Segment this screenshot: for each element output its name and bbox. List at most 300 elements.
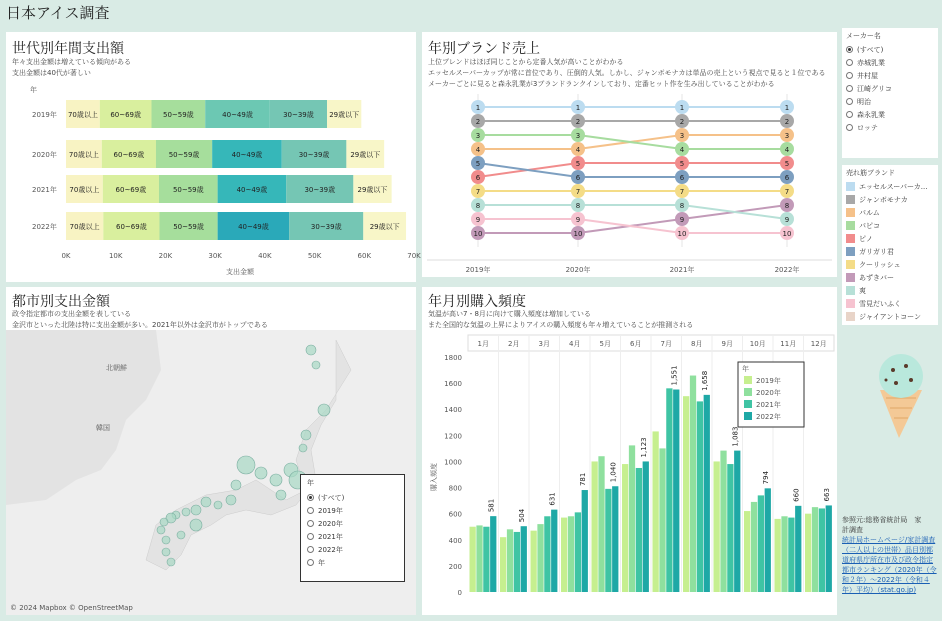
x-tick-label: 50K bbox=[307, 252, 322, 260]
brand-legend-item[interactable] bbox=[846, 297, 934, 310]
maker-option-label: 赤城乳業 bbox=[857, 58, 885, 67]
month-bar[interactable] bbox=[470, 527, 476, 592]
legend-label: パピコ bbox=[859, 221, 880, 230]
city-marker[interactable] bbox=[255, 467, 267, 479]
year-legend-title: 年 bbox=[742, 365, 749, 373]
x-tick-label: 30K bbox=[208, 252, 222, 260]
year-tick: 2022年 bbox=[774, 266, 800, 274]
rank-label: 9 bbox=[679, 216, 685, 224]
radio-icon bbox=[307, 507, 314, 514]
year-option[interactable] bbox=[307, 530, 398, 543]
x-tick-label: 70K bbox=[407, 252, 421, 260]
year-option-label: 2020年 bbox=[318, 519, 343, 528]
rank-label: 3 bbox=[679, 132, 685, 140]
month-bar[interactable] bbox=[673, 390, 679, 592]
city-marker[interactable] bbox=[182, 508, 190, 516]
brand-legend bbox=[842, 165, 938, 325]
brand-legend-title: 売れ筋ブランド bbox=[846, 169, 895, 177]
city-title: 都市別支出金額 bbox=[12, 294, 110, 310]
year-header: 年 bbox=[30, 86, 37, 94]
radio-icon bbox=[307, 546, 314, 553]
month-bar[interactable] bbox=[476, 525, 482, 592]
month-bar[interactable] bbox=[704, 395, 710, 592]
rank-label: 3 bbox=[575, 132, 581, 140]
legend-label: ジャンボモナカ bbox=[859, 195, 908, 204]
monthly-panel bbox=[422, 287, 837, 615]
month-bar[interactable] bbox=[507, 529, 513, 592]
rank-label: 7 bbox=[679, 188, 685, 196]
rank-label: 2 bbox=[575, 118, 581, 126]
segment-label: 50~59歳 bbox=[173, 223, 204, 231]
radio-icon bbox=[846, 111, 853, 118]
brand-desc-3: メーカーごとに見ると森永乳業が3ブランドランクインしており、定番ヒット作を生み出していることがわかる bbox=[428, 80, 775, 88]
month-bar[interactable] bbox=[788, 518, 794, 592]
month-bar[interactable] bbox=[629, 445, 635, 592]
y-axis-title: 購入頻度 bbox=[430, 463, 438, 491]
source-line-2: 計調査 bbox=[842, 526, 863, 534]
rank-label: 8 bbox=[784, 202, 790, 210]
month-bar[interactable] bbox=[551, 510, 557, 592]
brand-bump-chart[interactable] bbox=[422, 32, 837, 277]
city-marker[interactable] bbox=[312, 361, 320, 369]
brand-panel bbox=[422, 32, 837, 277]
month-bar[interactable] bbox=[795, 506, 801, 592]
month-label: 9月 bbox=[721, 340, 733, 348]
rank-label: 7 bbox=[784, 188, 790, 196]
month-bar[interactable] bbox=[690, 376, 696, 592]
year-option[interactable] bbox=[307, 517, 398, 530]
brand-legend-item[interactable] bbox=[846, 245, 934, 258]
legend-swatch bbox=[846, 260, 855, 269]
city-desc-2: 金沢市といった北陸は特に支出金額が多い。2021年以外は金沢市がトップである bbox=[12, 321, 268, 329]
y-tick-label: 600 bbox=[448, 510, 462, 519]
segment-label: 50~59歳 bbox=[172, 186, 204, 194]
bar-value-label: 660 bbox=[792, 488, 801, 502]
city-marker[interactable] bbox=[162, 536, 170, 544]
segment-label: 29歳以下 bbox=[350, 151, 381, 159]
month-bar[interactable] bbox=[819, 508, 825, 592]
month-bar[interactable] bbox=[775, 519, 781, 592]
segment-label: 70歳以上 bbox=[69, 186, 100, 194]
month-label: 5月 bbox=[599, 340, 611, 348]
generation-panel bbox=[6, 32, 421, 282]
rank-label: 8 bbox=[679, 202, 685, 210]
rank-label: 1 bbox=[784, 104, 790, 112]
segment-label: 30~39歳 bbox=[298, 151, 330, 159]
rank-label: 5 bbox=[679, 160, 685, 168]
bar-value-label: 504 bbox=[518, 508, 527, 523]
month-bar[interactable] bbox=[612, 486, 618, 592]
bar-value-label: 1,658 bbox=[701, 370, 710, 391]
rank-label: 4 bbox=[784, 146, 790, 154]
monthly-title: 年月別購入頻度 bbox=[428, 294, 526, 310]
month-label: 1月 bbox=[477, 340, 489, 348]
bar-value-label: 631 bbox=[548, 492, 557, 506]
rank-label: 2 bbox=[475, 118, 481, 126]
source-line-1: 参照元:総務省統計局 家 bbox=[842, 516, 922, 524]
legend-swatch[interactable] bbox=[744, 388, 752, 396]
legend-swatch bbox=[846, 195, 855, 204]
rank-label: 6 bbox=[575, 174, 581, 182]
map-attribution: © 2024 Mapbox © OpenStreetMap bbox=[10, 604, 133, 612]
year-option-label: 2021年 bbox=[318, 532, 343, 541]
segment-label: 60~69歳 bbox=[113, 151, 145, 159]
city-marker[interactable] bbox=[306, 345, 316, 355]
rank-label: 10 bbox=[573, 230, 583, 238]
rank-label: 6 bbox=[784, 174, 790, 182]
month-bar[interactable] bbox=[514, 532, 520, 592]
city-desc-1: 政令指定都市の支出金額を表している bbox=[12, 310, 131, 318]
maker-option[interactable] bbox=[846, 121, 934, 134]
y-tick-label: 1200 bbox=[444, 432, 462, 441]
legend-swatch[interactable] bbox=[744, 400, 752, 408]
legend-label: ピノ bbox=[859, 234, 873, 243]
maker-option[interactable] bbox=[846, 69, 934, 82]
radio-icon bbox=[846, 46, 853, 53]
month-bar[interactable] bbox=[659, 448, 665, 592]
x-tick-label: 0K bbox=[61, 252, 71, 260]
segment-label: 30~39歳 bbox=[304, 186, 336, 194]
legend-label: ガリガリ君 bbox=[859, 247, 894, 256]
month-label: 12月 bbox=[810, 340, 827, 348]
maker-option[interactable] bbox=[846, 43, 934, 56]
x-tick-label: 60K bbox=[357, 252, 372, 260]
year-option-label: 年 bbox=[318, 558, 325, 567]
ice-cream-illustration bbox=[866, 350, 936, 440]
month-label: 2月 bbox=[508, 340, 520, 348]
maker-option-label: 江崎グリコ bbox=[857, 84, 892, 93]
month-label: 7月 bbox=[660, 340, 672, 348]
brand-legend-item[interactable] bbox=[846, 284, 934, 297]
segment-label: 30~39歳 bbox=[283, 111, 314, 119]
source-block bbox=[842, 515, 938, 595]
y-tick-label: 1000 bbox=[444, 458, 462, 467]
radio-icon bbox=[307, 520, 314, 527]
brand-legend-item[interactable] bbox=[846, 193, 934, 206]
x-tick-label: 40K bbox=[258, 252, 272, 260]
segment-label: 29歳以下 bbox=[357, 186, 388, 194]
maker-option-label: 井村屋 bbox=[857, 71, 878, 80]
radio-icon bbox=[307, 494, 314, 501]
month-bar[interactable] bbox=[537, 524, 543, 592]
rank-label: 4 bbox=[475, 146, 481, 154]
maker-filter-title: メーカー名 bbox=[846, 32, 881, 40]
month-label: 4月 bbox=[569, 340, 581, 348]
city-marker[interactable] bbox=[231, 480, 241, 490]
legend-swatch bbox=[846, 182, 855, 191]
segment-label: 29歳以下 bbox=[329, 111, 360, 119]
y-tick-label: 1400 bbox=[444, 406, 462, 415]
legend-swatch bbox=[846, 208, 855, 217]
month-bar[interactable] bbox=[582, 490, 588, 592]
year-label: 2021年 bbox=[32, 186, 57, 194]
x-tick-label: 10K bbox=[108, 252, 123, 260]
rank-label: 2 bbox=[679, 118, 685, 126]
radio-icon bbox=[846, 72, 853, 79]
segment-label: 40~49歳 bbox=[238, 223, 269, 231]
legend-swatch bbox=[846, 234, 855, 243]
maker-option-label: 森永乳業 bbox=[857, 110, 885, 119]
year-option[interactable] bbox=[307, 556, 398, 569]
segment-label: 30~39歳 bbox=[310, 223, 342, 231]
year-filter-title: 年 bbox=[307, 479, 314, 487]
segment-label: 29歳以下 bbox=[369, 223, 400, 231]
segment-label: 70歳以上 bbox=[69, 223, 100, 231]
generation-title: 世代別年間支出額 bbox=[12, 41, 124, 57]
month-bar[interactable] bbox=[598, 456, 604, 592]
y-tick-label: 0 bbox=[457, 589, 462, 597]
year-filter bbox=[300, 474, 405, 582]
city-marker[interactable] bbox=[157, 526, 165, 534]
maker-option-label: 明治 bbox=[857, 97, 871, 106]
month-bar[interactable] bbox=[826, 505, 832, 592]
segment-label: 70歳以上 bbox=[68, 151, 99, 159]
bar-value-label: 794 bbox=[762, 470, 771, 485]
rank-label: 5 bbox=[784, 160, 790, 168]
rank-label: 1 bbox=[679, 104, 685, 112]
y-tick-label: 1800 bbox=[444, 354, 462, 362]
rank-label: 8 bbox=[575, 202, 581, 210]
generation-desc-2: 支出金額は40代が著しい bbox=[12, 69, 91, 77]
month-bar[interactable] bbox=[483, 527, 489, 592]
legend-label: あずきバー bbox=[859, 273, 894, 282]
rank-label: 7 bbox=[575, 188, 581, 196]
segment-label: 70歳以上 bbox=[67, 111, 98, 119]
legend-label: 2020年 bbox=[756, 389, 781, 397]
rank-label: 6 bbox=[679, 174, 685, 182]
segment-label: 60~69歳 bbox=[116, 223, 147, 231]
x-tick-label: 20K bbox=[158, 252, 173, 260]
rank-label: 2 bbox=[784, 118, 790, 126]
radio-icon bbox=[307, 559, 314, 566]
year-label: 2019年 bbox=[32, 111, 57, 119]
segment-label: 40~49歳 bbox=[231, 151, 263, 159]
month-bar[interactable] bbox=[643, 461, 649, 592]
month-bar[interactable] bbox=[683, 396, 689, 592]
rank-label: 9 bbox=[575, 216, 581, 224]
month-bar[interactable] bbox=[521, 526, 527, 592]
maker-option-label: (すべて) bbox=[857, 45, 884, 54]
bar-value-label: 781 bbox=[579, 472, 588, 487]
month-label: 11月 bbox=[780, 340, 797, 348]
month-bar[interactable] bbox=[666, 388, 672, 592]
month-label: 3月 bbox=[538, 340, 550, 348]
year-label: 2022年 bbox=[32, 223, 57, 231]
legend-swatch bbox=[846, 273, 855, 282]
year-option[interactable] bbox=[307, 543, 398, 556]
month-bar[interactable] bbox=[805, 514, 811, 592]
legend-label: クーリッシュ bbox=[859, 260, 901, 269]
segment-label: 40~49歳 bbox=[222, 111, 253, 119]
month-bar[interactable] bbox=[744, 511, 750, 592]
bar-value-label: 1,083 bbox=[731, 426, 740, 447]
maker-option-label: ロッテ bbox=[857, 123, 878, 132]
brand-legend-item[interactable] bbox=[846, 232, 934, 245]
maker-option[interactable] bbox=[846, 56, 934, 69]
rank-label: 3 bbox=[475, 132, 481, 140]
rank-label: 1 bbox=[575, 104, 581, 112]
month-label: 6月 bbox=[630, 340, 642, 348]
month-bar[interactable] bbox=[592, 461, 598, 592]
radio-icon bbox=[846, 85, 853, 92]
city-marker[interactable] bbox=[201, 497, 211, 507]
month-bar[interactable] bbox=[751, 502, 757, 592]
rank-label: 1 bbox=[475, 104, 481, 112]
brand-desc-1: 上位ブレンドはほぼ同じことから定番人気が高いことがわかる bbox=[428, 58, 624, 66]
radio-icon bbox=[307, 533, 314, 540]
rank-label: 4 bbox=[575, 146, 581, 154]
app-title: 日本アイス調査 bbox=[6, 4, 110, 22]
month-bar[interactable] bbox=[636, 468, 642, 592]
month-bar[interactable] bbox=[765, 488, 771, 592]
rank-label: 7 bbox=[475, 188, 481, 196]
year-label: 2020年 bbox=[32, 151, 57, 159]
legend-label: パルム bbox=[859, 208, 880, 217]
month-label: 8月 bbox=[691, 340, 703, 348]
month-bar[interactable] bbox=[490, 516, 496, 592]
year-option-label: 2022年 bbox=[318, 545, 343, 554]
legend-label: 2019年 bbox=[756, 377, 781, 385]
monthly-desc-2: また全国的な気温の上昇によりアイスの購入頻度も年々増えていることが推測される bbox=[428, 321, 694, 329]
year-tick: 2019年 bbox=[465, 266, 491, 274]
legend-swatch[interactable] bbox=[744, 412, 752, 420]
segment-label: 50~59歳 bbox=[168, 151, 200, 159]
bar-value-label: 1,123 bbox=[640, 437, 649, 458]
bump-line[interactable] bbox=[478, 163, 787, 177]
month-bar[interactable] bbox=[568, 516, 574, 592]
maker-option[interactable] bbox=[846, 108, 934, 121]
brand-legend-item[interactable] bbox=[846, 271, 934, 284]
y-tick-label: 400 bbox=[448, 536, 462, 545]
rank-label: 9 bbox=[475, 216, 481, 224]
x-axis-title: 支出金額 bbox=[226, 268, 254, 276]
bump-line[interactable] bbox=[478, 219, 787, 233]
year-option-label: (すべて) bbox=[318, 493, 345, 502]
maker-option[interactable] bbox=[846, 95, 934, 108]
month-bar[interactable] bbox=[531, 531, 537, 592]
radio-icon bbox=[846, 124, 853, 131]
month-bar[interactable] bbox=[561, 518, 567, 592]
month-bar[interactable] bbox=[714, 461, 720, 592]
city-marker[interactable] bbox=[299, 444, 307, 452]
bar-value-label: 663 bbox=[823, 488, 832, 502]
city-marker[interactable] bbox=[226, 495, 236, 505]
legend-label: 雪見だいふく bbox=[859, 299, 901, 308]
city-marker[interactable] bbox=[276, 490, 286, 500]
month-bar[interactable] bbox=[758, 495, 764, 592]
month-bar[interactable] bbox=[697, 401, 703, 592]
month-bar[interactable] bbox=[575, 512, 581, 592]
monthly-chart[interactable] bbox=[422, 287, 837, 615]
month-bar[interactable] bbox=[720, 451, 726, 592]
city-marker[interactable] bbox=[237, 456, 255, 474]
rank-label: 5 bbox=[575, 160, 581, 168]
brand-legend-item[interactable] bbox=[846, 206, 934, 219]
rank-label: 9 bbox=[784, 216, 790, 224]
y-tick-label: 1600 bbox=[444, 380, 462, 389]
legend-swatch[interactable] bbox=[744, 376, 752, 384]
year-option[interactable] bbox=[307, 504, 398, 517]
month-bar[interactable] bbox=[781, 516, 787, 592]
segment-label: 60~69歳 bbox=[115, 186, 147, 194]
brand-legend-item[interactable] bbox=[846, 180, 934, 193]
rank-label: 3 bbox=[784, 132, 790, 140]
segment-label: 60~69歳 bbox=[110, 111, 142, 119]
city-marker[interactable] bbox=[160, 518, 168, 526]
legend-label: 2021年 bbox=[756, 401, 781, 409]
city-marker[interactable] bbox=[177, 531, 185, 539]
bump-line[interactable] bbox=[478, 135, 787, 149]
year-tick: 2021年 bbox=[669, 266, 695, 274]
maker-filter bbox=[842, 28, 938, 158]
city-marker[interactable] bbox=[301, 430, 311, 440]
monthly-desc-1: 気温が高い7・8月に向けて購入頻度は増加している bbox=[428, 310, 591, 318]
bump-line[interactable] bbox=[478, 205, 787, 219]
city-marker[interactable] bbox=[162, 548, 170, 556]
brand-legend-item[interactable] bbox=[846, 258, 934, 271]
month-bar[interactable] bbox=[622, 464, 628, 592]
radio-icon bbox=[846, 59, 853, 66]
y-tick-label: 800 bbox=[448, 484, 462, 493]
legend-label: ジャイアントコーン bbox=[859, 312, 921, 321]
city-marker[interactable] bbox=[190, 519, 202, 531]
bar-value-label: 1,040 bbox=[609, 462, 618, 483]
rank-label: 10 bbox=[473, 230, 483, 238]
bar-value-label: 581 bbox=[487, 498, 496, 513]
month-bar[interactable] bbox=[544, 516, 550, 592]
generation-chart[interactable] bbox=[6, 32, 421, 282]
month-bar[interactable] bbox=[653, 431, 659, 592]
y-tick-label: 200 bbox=[448, 562, 462, 571]
map-label-north-korea: 北朝鮮 bbox=[106, 364, 127, 372]
rank-label: 10 bbox=[677, 230, 687, 238]
city-panel bbox=[6, 287, 416, 615]
rank-label: 5 bbox=[475, 160, 481, 168]
city-marker[interactable] bbox=[167, 558, 175, 566]
legend-swatch bbox=[846, 299, 855, 308]
month-bar[interactable] bbox=[500, 537, 506, 592]
month-bar[interactable] bbox=[605, 489, 611, 592]
city-marker[interactable] bbox=[270, 474, 282, 486]
legend-swatch bbox=[846, 221, 855, 230]
brand-legend-item[interactable] bbox=[846, 219, 934, 232]
city-marker[interactable] bbox=[214, 501, 222, 509]
legend-swatch bbox=[846, 312, 855, 321]
map-label-south-korea: 韓国 bbox=[96, 424, 110, 432]
year-option[interactable] bbox=[307, 491, 398, 504]
month-label: 10月 bbox=[749, 340, 766, 348]
brand-title: 年別ブランド売上 bbox=[428, 41, 540, 57]
rank-label: 10 bbox=[782, 230, 792, 238]
month-bar[interactable] bbox=[734, 451, 740, 592]
legend-label: 2022年 bbox=[756, 413, 781, 421]
month-bar[interactable] bbox=[812, 507, 818, 592]
source-link[interactable]: 統計局ホームページ/家計調査（二人以上の世帯）品目別都道府県庁所在市及び政令指定都市ランキング（2020年（令和２年）～2022年（令和４年）平均）（stat.go.jp) bbox=[842, 536, 937, 594]
legend-label: 爽 bbox=[859, 286, 866, 295]
legend-swatch bbox=[846, 286, 855, 295]
city-marker[interactable] bbox=[191, 505, 201, 515]
legend-swatch bbox=[846, 247, 855, 256]
legend-label: エッセルスーパーカ... bbox=[859, 182, 928, 191]
brand-legend-item[interactable] bbox=[846, 310, 934, 323]
city-marker[interactable] bbox=[318, 404, 330, 416]
maker-option[interactable] bbox=[846, 82, 934, 95]
month-bar[interactable] bbox=[727, 464, 733, 592]
generation-desc-1: 年々支出金額は増えている傾向がある bbox=[12, 58, 131, 66]
year-tick: 2020年 bbox=[565, 266, 591, 274]
brand-desc-2: エッセルスーパーカップが常に首位であり、圧倒的人気。しかし、ジャンボモナカは単品の売上という視点で見ると１位である bbox=[428, 69, 826, 77]
bar-value-label: 1,551 bbox=[670, 365, 679, 386]
